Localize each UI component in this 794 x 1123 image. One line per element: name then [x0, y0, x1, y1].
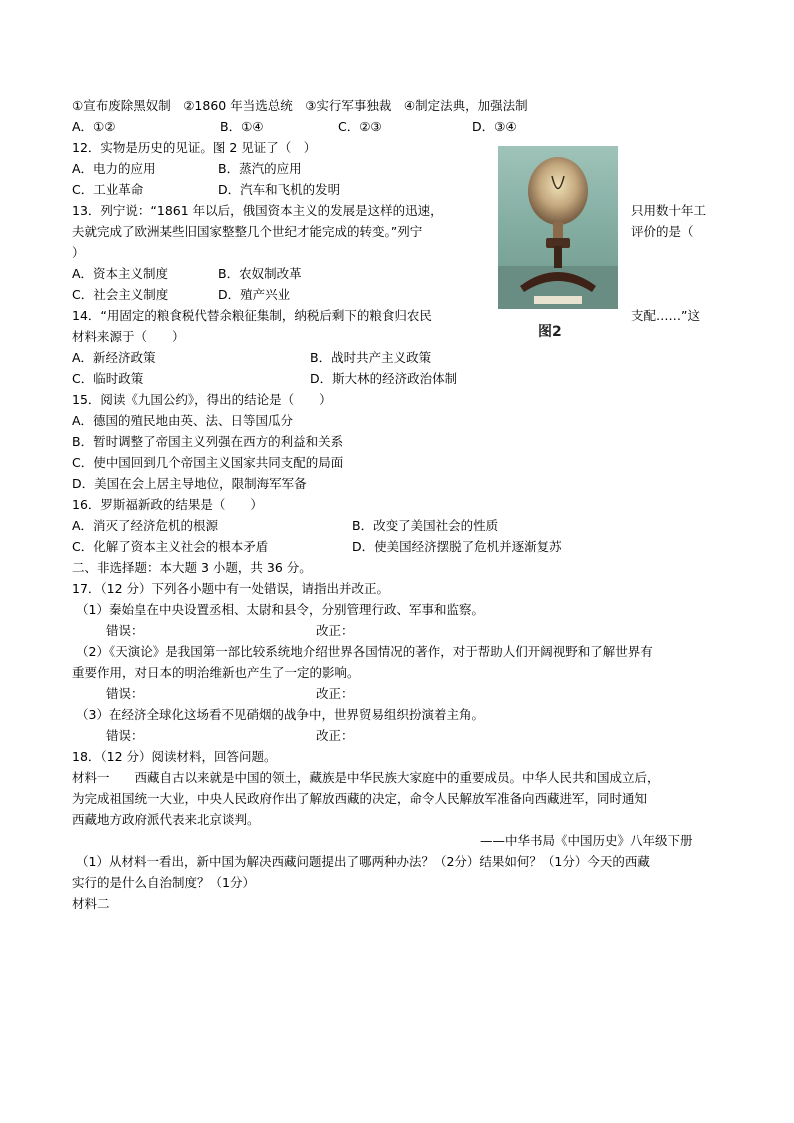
- q16-option-d: D．使美国经济摆脱了危机并逐渐复苏: [352, 539, 562, 554]
- section2-title: 二、非选择题：本大题 3 小题，共 36 分。: [72, 560, 312, 575]
- q17-part3-error-label: 错误：: [106, 728, 144, 743]
- q17-part3: （3）在经济全球化这场看不见硝烟的战争中，世界贸易组织扮演着主角。: [76, 707, 484, 722]
- q14-option-a: A．新经济政策: [72, 350, 156, 365]
- q11-option-b: B．①④: [220, 119, 264, 134]
- q15-option-d: D．美国在会上居主导地位，限制海军军备: [72, 476, 307, 491]
- q18-question1-line1: （1）从材料一看出，新中国为解决西藏问题提出了哪两种办法？（2分）结果如何？（1分）今天的西藏: [76, 854, 650, 869]
- q14-stem-line2: 材料来源于（ ）: [72, 329, 185, 344]
- q14-stem-line1-right: 支配……”这: [631, 308, 700, 323]
- q14-option-c: C．临时政策: [72, 371, 144, 386]
- light-bulb-photo: [498, 146, 618, 309]
- q18-material2-label: 材料二: [72, 896, 110, 911]
- q18-material1-line1: 材料一 西藏自古以来就是中国的领土，藏族是中华民族大家庭中的重要成员。中华人民共和国成立后，: [72, 770, 660, 785]
- q16-stem: 16．罗斯福新政的结果是（ ）: [72, 497, 263, 512]
- q16-option-b: B．改变了美国社会的性质: [352, 518, 499, 533]
- q18-material1-line3: 西藏地方政府派代表来北京谈判。: [72, 812, 260, 827]
- q13-stem-line2-right: 评价的是（: [631, 224, 694, 239]
- q11-option-a: A．①②: [72, 119, 116, 134]
- q15-option-c: C．使中国回到几个帝国主义国家共同支配的局面: [72, 455, 344, 470]
- q12-option-a: A．电力的应用: [72, 161, 156, 176]
- q18-material1-line2: 为完成祖国统一大业，中央人民政府作出了解放西藏的决定，命令人民解放军准备向西藏进军，同时通知: [72, 791, 648, 806]
- figure-caption: 图2: [538, 324, 562, 340]
- q16-option-a: A．消灭了经济危机的根源: [72, 518, 219, 533]
- q18-source: ——中华书局《中国历史》八年级下册: [480, 833, 693, 848]
- q14-option-b: B．战时共产主义政策: [310, 350, 432, 365]
- q11-stem: ①宣布废除黑奴制 ②1860 年当选总统 ③实行军事独裁 ④制定法典，加强法制: [72, 98, 528, 113]
- q18-question1-line2: 实行的是什么自治制度？（1分）: [72, 875, 255, 890]
- q17-part1-fix-label: 改正：: [316, 623, 354, 638]
- q13-stem-line1: 13．列宁说：“1861 年以后，俄国资本主义的发展是这样的迅速，: [72, 203, 443, 218]
- q12-stem: 12．实物是历史的见证。图 2 见证了（ ）: [72, 140, 317, 155]
- q17-part1-error-label: 错误：: [106, 623, 144, 638]
- q15-option-a: A．德国的殖民地由英、法、日等国瓜分: [72, 413, 294, 428]
- q16-option-c: C．化解了资本主义社会的根本矛盾: [72, 539, 269, 554]
- q13-option-b: B．农奴制改革: [218, 266, 302, 281]
- q17-stem: 17．（12 分）下列各小题中有一处错误，请指出并改正。: [72, 581, 390, 596]
- q15-option-b: B．暂时调整了帝国主义列强在西方的利益和关系: [72, 434, 344, 449]
- q12-option-c: C．工业革命: [72, 182, 144, 197]
- q13-option-d: D．殖产兴业: [218, 287, 291, 302]
- q17-part3-fix-label: 改正：: [316, 728, 354, 743]
- q17-part2-line1: （2）《天演论》是我国第一部比较系统地介绍世界各国情况的著作，对于帮助人们开阔视野和了解世界有: [76, 644, 653, 659]
- q11-option-c: C．②③: [338, 119, 382, 134]
- q13-stem-line3: ）: [72, 245, 85, 260]
- q11-option-d: D．③④: [472, 119, 517, 134]
- q14-option-d: D．斯大林的经济政治体制: [310, 371, 458, 386]
- q13-stem-line1-right: 只用数十年工: [631, 203, 707, 218]
- q13-stem-line2: 夫就完成了欧洲某些旧国家整整几个世纪才能完成的转变。”列宁: [72, 224, 423, 239]
- q12-option-b: B．蒸汽的应用: [218, 161, 302, 176]
- q12-option-d: D．汽车和飞机的发明: [218, 182, 341, 197]
- q13-option-a: A．资本主义制度: [72, 266, 169, 281]
- q17-part2-line2: 重要作用，对日本的明治维新也产生了一定的影响。: [72, 665, 360, 680]
- q17-part1: （1）秦始皇在中央设置丞相、太尉和县令，分别管理行政、军事和监察。: [76, 602, 484, 617]
- light-bulb-icon: [498, 146, 618, 309]
- q13-option-c: C．社会主义制度: [72, 287, 169, 302]
- q14-stem-line1: 14．“用固定的粮食税代替余粮征集制，纳税后剩下的粮食归农民: [72, 308, 432, 323]
- q15-stem: 15．阅读《九国公约》，得出的结论是（ ）: [72, 392, 332, 407]
- q17-part2-error-label: 错误：: [106, 686, 144, 701]
- q18-stem: 18．（12 分）阅读材料，回答问题。: [72, 749, 277, 764]
- q17-part2-fix-label: 改正：: [316, 686, 354, 701]
